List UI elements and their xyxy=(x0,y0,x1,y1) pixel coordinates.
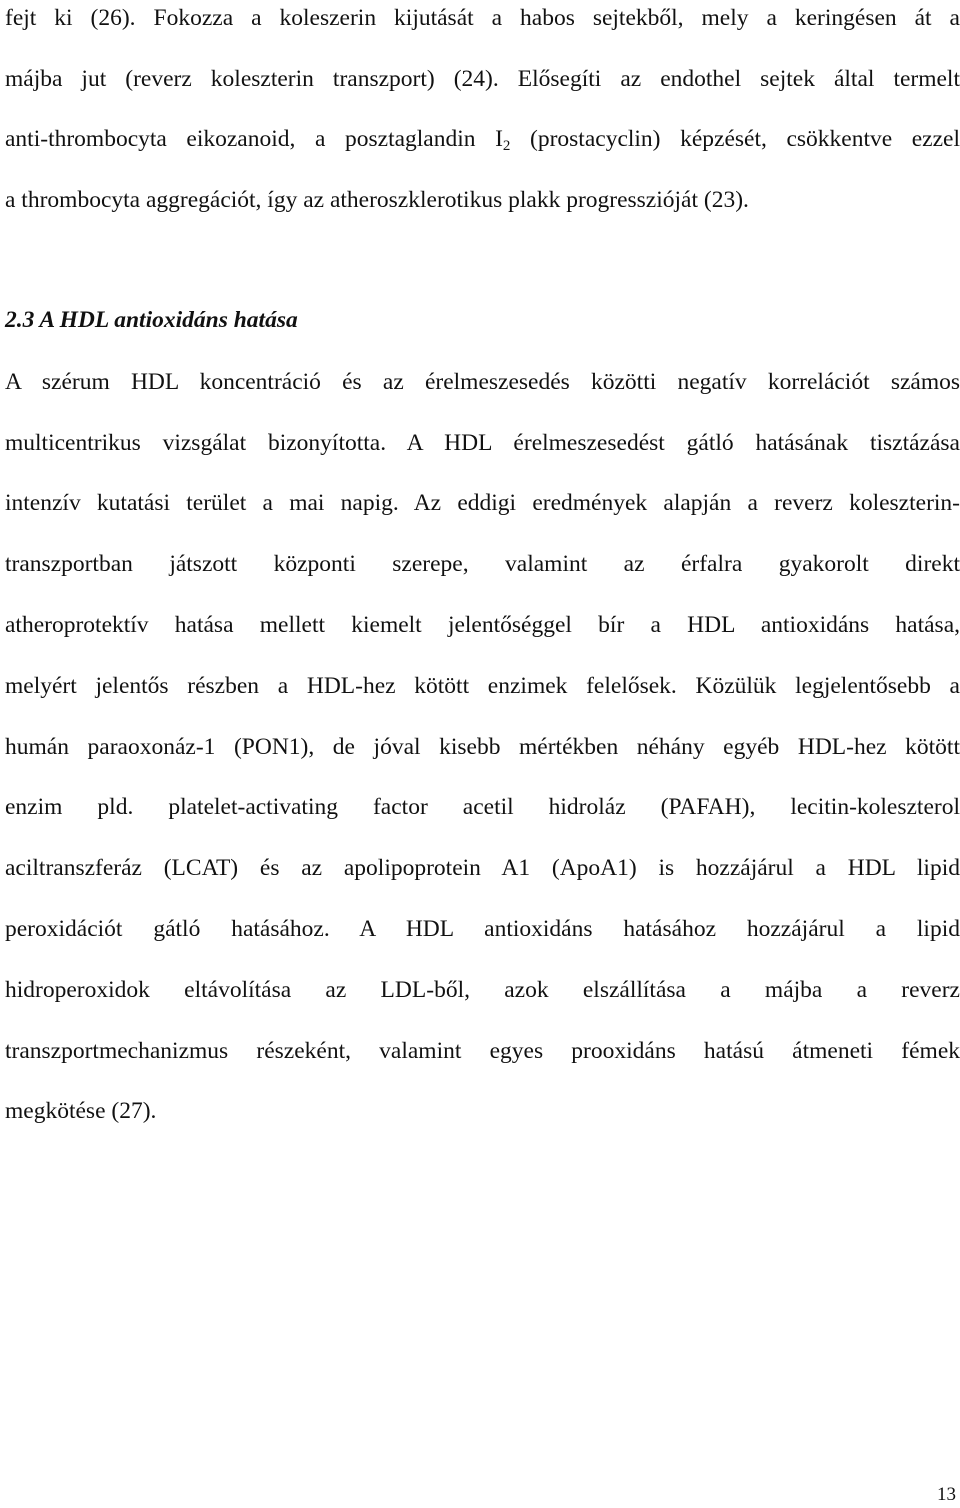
paragraph-line: májba jut (reverz koleszterin transzport) (24). Elősegíti az endothel sejtek által termelt xyxy=(5,66,960,92)
paragraph-line: enzim pld. platelet-activating factor acetil hidroláz (PAFAH), lecitin-koleszterol xyxy=(5,794,960,820)
paragraph-line: peroxidációt gátló hatásához. A HDL antioxidáns hatásához hozzájárul a lipid xyxy=(5,916,960,942)
paragraph-line: megkötése (27). xyxy=(5,1098,157,1124)
paragraph-line: aciltranszferáz (LCAT) és az apolipoprotein A1 (ApoA1) is hozzájárul a HDL lipid xyxy=(5,855,960,881)
paragraph-line: hidroperoxidok eltávolítása az LDL-ből, azok elszállítása a májba a reverz xyxy=(5,977,960,1003)
paragraph-line: multicentrikus vizsgálat bizonyította. A HDL érelmeszesedést gátló hatásának tisztázása xyxy=(5,430,960,456)
paragraph-line: fejt ki (26). Fokozza a koleszerin kijutását a habos sejtekből, mely a keringésen át a xyxy=(5,5,960,31)
paragraph-line: anti-thrombocyta eikozanoid, a posztaglandin $I_2$ (prostacyclin) képzését, csökkentve ezzel xyxy=(5,126,960,154)
paragraph-line: intenzív kutatási terület a mai napig. Az eddigi eredmények alapján a reverz koleszterin- xyxy=(5,490,960,516)
subscript: 2 xyxy=(502,138,511,154)
section-heading: 2.3 A HDL antioxidáns hatása xyxy=(5,307,298,333)
paragraph-line: melyért jelentős részben a HDL-hez kötött enzimek felelősek. Közülük legjelentősebb a xyxy=(5,673,960,699)
paragraph-line: atheroprotektív hatása mellett kiemelt jelentőséggel bír a HDL antioxidáns hatása, xyxy=(5,612,960,638)
paragraph-line: a thrombocyta aggregációt, így az atheroszklerotikus plakk progresszióját (23). xyxy=(5,187,749,213)
paragraph-line: transzportmechanizmus részeként, valamint egyes prooxidáns hatású átmeneti fémek xyxy=(5,1038,960,1064)
paragraph-line: transzportban játszott központi szerepe, valamint az érfalra gyakorolt direkt xyxy=(5,551,960,577)
paragraph-line: A szérum HDL koncentráció és az érelmeszesedés közötti negatív korrelációt számos xyxy=(5,369,960,395)
paragraph-line: humán paraoxonáz-1 (PON1), de jóval kisebb mértékben néhány egyéb HDL-hez kötött xyxy=(5,734,960,760)
page-number: 13 xyxy=(937,1484,956,1505)
